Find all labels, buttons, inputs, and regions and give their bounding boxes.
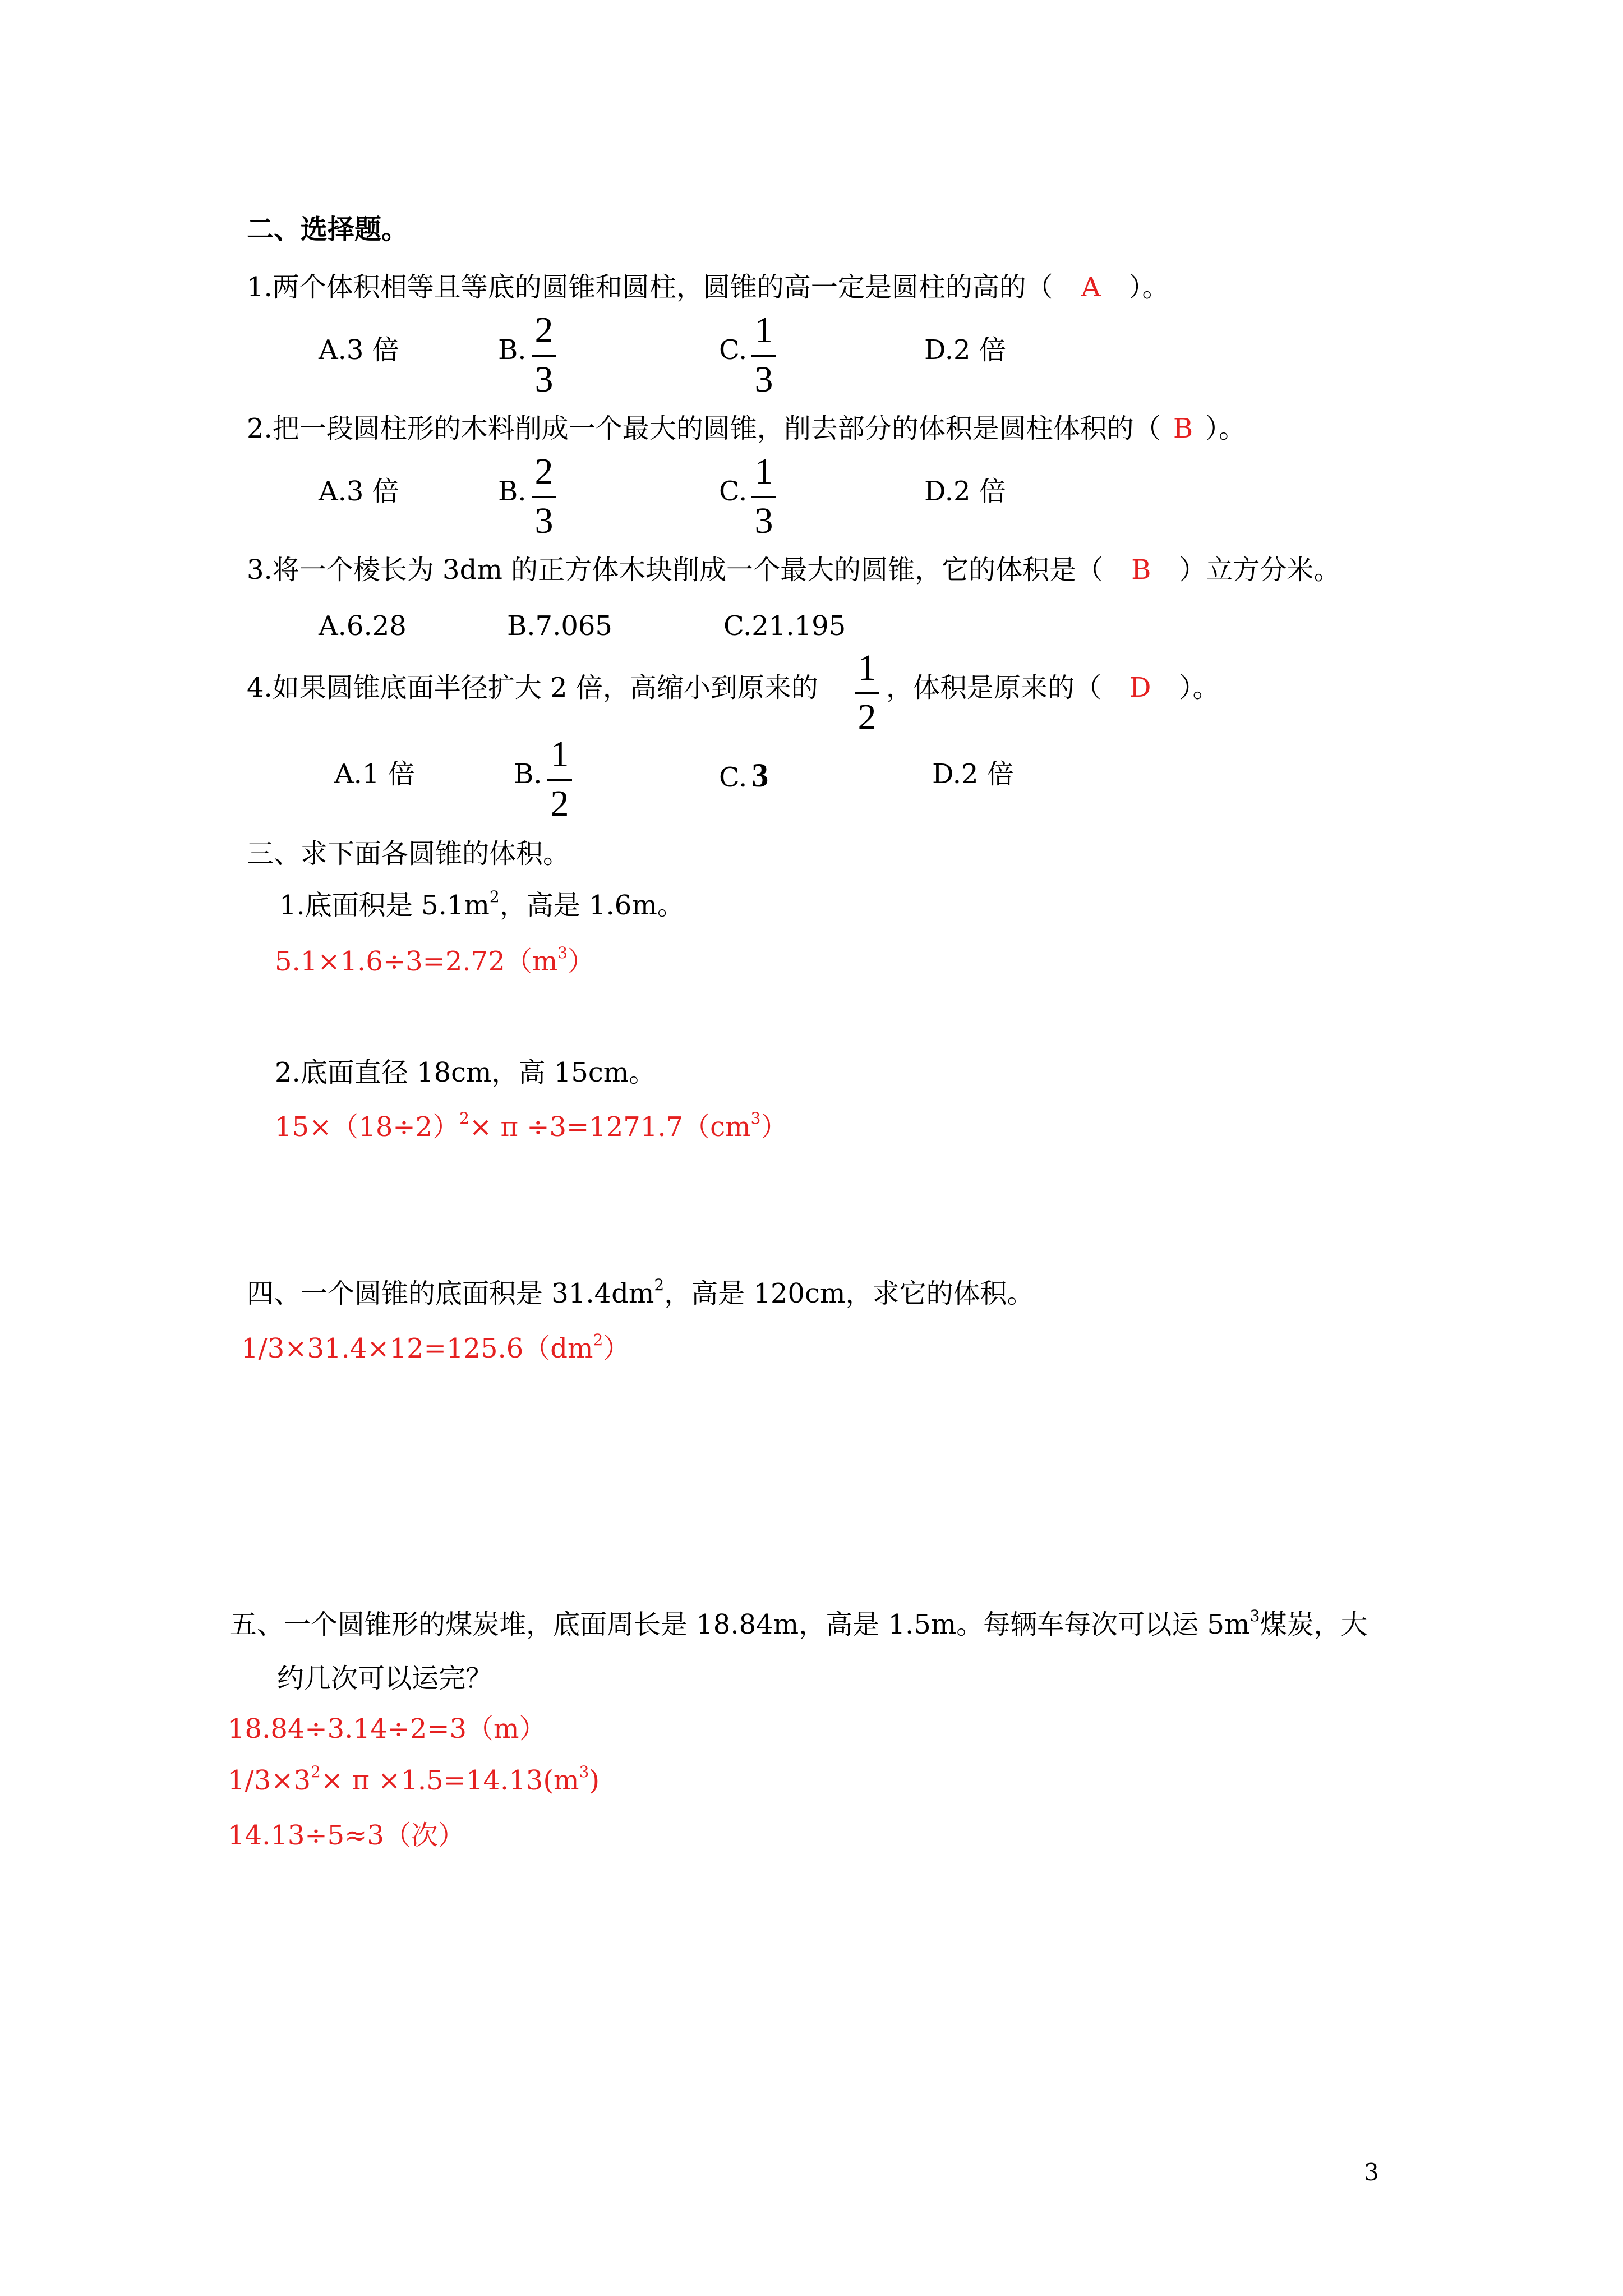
section-5-superscript: 3 <box>1249 1607 1260 1625</box>
question-2-answer: B <box>1173 413 1193 444</box>
section-5-answer-2-after: ) <box>589 1765 600 1796</box>
section-4-question <box>247 1276 1034 1309</box>
problem-1-superscript: 2 <box>489 887 500 906</box>
fraction-numerator: 1 <box>550 734 569 775</box>
section-3-problem-1 <box>279 887 684 921</box>
section-5-answer-1: 18.84÷3.14÷2=3（m） <box>228 1713 546 1745</box>
q2-option-b-label: B. <box>498 476 527 507</box>
question-4-tail: ）。 <box>1179 672 1220 703</box>
q4-option-d: D.2 倍 <box>932 758 1014 790</box>
fraction-denominator: 3 <box>534 359 554 400</box>
fraction-numerator: 1 <box>754 310 773 351</box>
q3-option-b: B.7.065 <box>507 610 612 642</box>
q1-option-d: D.2 倍 <box>924 334 1006 366</box>
question-1-stem: 1.两个体积相等且等底的圆锥和圆柱，圆锥的高一定是圆柱的高的（ <box>247 272 1053 303</box>
section-5-question-line-1 <box>230 1607 1368 1640</box>
section-4-text-after: ，高是 120cm，求它的体积。 <box>664 1278 1034 1309</box>
q1-option-c-fraction <box>751 312 776 398</box>
fraction-numerator: 2 <box>534 451 554 492</box>
question-2-tail: ）。 <box>1205 413 1246 444</box>
question-1 <box>247 274 1169 301</box>
section-3-answer-2 <box>275 1109 788 1143</box>
fraction-numerator: 2 <box>534 310 554 351</box>
question-1-tail: ）。 <box>1128 272 1169 303</box>
fraction-denominator: 3 <box>534 500 554 541</box>
problem-1-text-after: ，高是 1.6m。 <box>499 890 684 921</box>
q3-option-a: A.6.28 <box>319 610 407 642</box>
section-3-answer-1 <box>275 944 595 977</box>
question-3-answer: B <box>1131 554 1151 586</box>
section-4-answer-after: ） <box>603 1333 630 1364</box>
problem-1-text: 1.底面积是 5.1m <box>279 890 490 921</box>
fraction-numerator: 1 <box>857 647 877 688</box>
section-5-answer-2-superscript-2: 3 <box>579 1763 589 1781</box>
page-number: 3 <box>1364 2159 1379 2186</box>
section-2-title: 二、选择题。 <box>247 214 409 245</box>
q1-option-b-label: B. <box>498 334 527 366</box>
question-1-answer: A <box>1081 272 1101 303</box>
fraction-denominator: 3 <box>754 359 773 400</box>
question-2-stem: 2.把一段圆柱形的木料削成一个最大的圆锥，削去部分的体积是圆柱体积的（ <box>247 413 1161 444</box>
question-3 <box>247 554 1341 586</box>
section-4-superscript: 2 <box>654 1276 665 1294</box>
section-3-problem-2: 2.底面直径 18cm，高 15cm。 <box>275 1057 656 1088</box>
fraction-denominator: 2 <box>550 783 569 824</box>
answer-2-superscript-2: 3 <box>750 1109 761 1128</box>
answer-2-superscript: 2 <box>459 1109 469 1128</box>
fraction-denominator: 2 <box>857 697 877 738</box>
section-5-answer-2-text: 1/3×3 <box>228 1765 311 1796</box>
section-5-answer-2-superscript: 2 <box>311 1763 321 1781</box>
question-4-after-text: ，体积是原来的（ <box>886 672 1102 703</box>
fraction-denominator: 3 <box>754 500 773 541</box>
q1-option-b-fraction <box>532 312 556 398</box>
fraction-numerator: 1 <box>754 451 773 492</box>
answer-1-text-after: ） <box>568 946 595 977</box>
q4-option-a: A.1 倍 <box>334 758 415 790</box>
section-4-answer <box>241 1331 630 1364</box>
answer-2-text-after: ） <box>760 1111 788 1143</box>
section-5-text-after: 煤炭，大 <box>1260 1609 1368 1640</box>
q4-option-c-value: 3 <box>751 757 769 794</box>
section-5-question-line-2: 约几次可以运完？ <box>277 1663 493 1694</box>
section-3-title: 三、求下面各圆锥的体积。 <box>247 838 570 869</box>
answer-2-text: 15×（18÷2） <box>275 1111 460 1143</box>
section-5-answer-3: 14.13÷5≈3（次） <box>228 1820 465 1851</box>
q2-option-b-fraction <box>532 453 556 540</box>
q1-option-a: A.3 倍 <box>319 334 399 366</box>
q4-option-b-label: B. <box>514 758 542 790</box>
section-5-text: 五、一个圆锥形的煤炭堆，底面周长是 18.84m，高是 1.5m。每辆车每次可以运 5m <box>230 1609 1250 1640</box>
q2-option-a: A.3 倍 <box>319 476 399 507</box>
q4-option-c <box>719 758 768 792</box>
q2-option-d: D.2 倍 <box>924 476 1006 507</box>
question-3-stem: 3.将一个棱长为 3dm 的正方体木块削成一个最大的圆锥，它的体积是（ <box>247 554 1104 586</box>
question-2 <box>247 415 1246 442</box>
question-4-before: 4.如果圆锥底面半径扩大 2 倍，高缩小到原来的 <box>247 672 818 703</box>
q2-option-c-label: C. <box>719 476 748 507</box>
q3-option-c: C.21.195 <box>723 610 846 642</box>
section-5-answer-2-mid: × π ×1.5=14.13(m <box>320 1765 579 1796</box>
question-4-fraction <box>855 647 879 738</box>
question-3-tail: ）立方分米。 <box>1179 554 1341 586</box>
q2-option-c-fraction <box>751 453 776 540</box>
section-5-answer-2 <box>228 1763 600 1796</box>
section-4-answer-superscript: 2 <box>593 1331 603 1349</box>
question-4-after <box>886 674 1220 701</box>
section-4-answer-text: 1/3×31.4×12=125.6（dm <box>241 1333 593 1364</box>
question-4-answer: D <box>1129 672 1151 703</box>
answer-1-text: 5.1×1.6÷3=2.72（m <box>275 946 558 977</box>
answer-2-text-mid: × π ÷3=1271.7（cm <box>469 1111 751 1143</box>
q4-option-b-fraction <box>547 736 572 822</box>
section-4-text: 四、一个圆锥的底面积是 31.4dm <box>247 1278 654 1309</box>
q1-option-c-label: C. <box>719 334 748 366</box>
q4-option-c-label: C. <box>719 762 748 793</box>
answer-1-superscript: 3 <box>557 944 568 962</box>
